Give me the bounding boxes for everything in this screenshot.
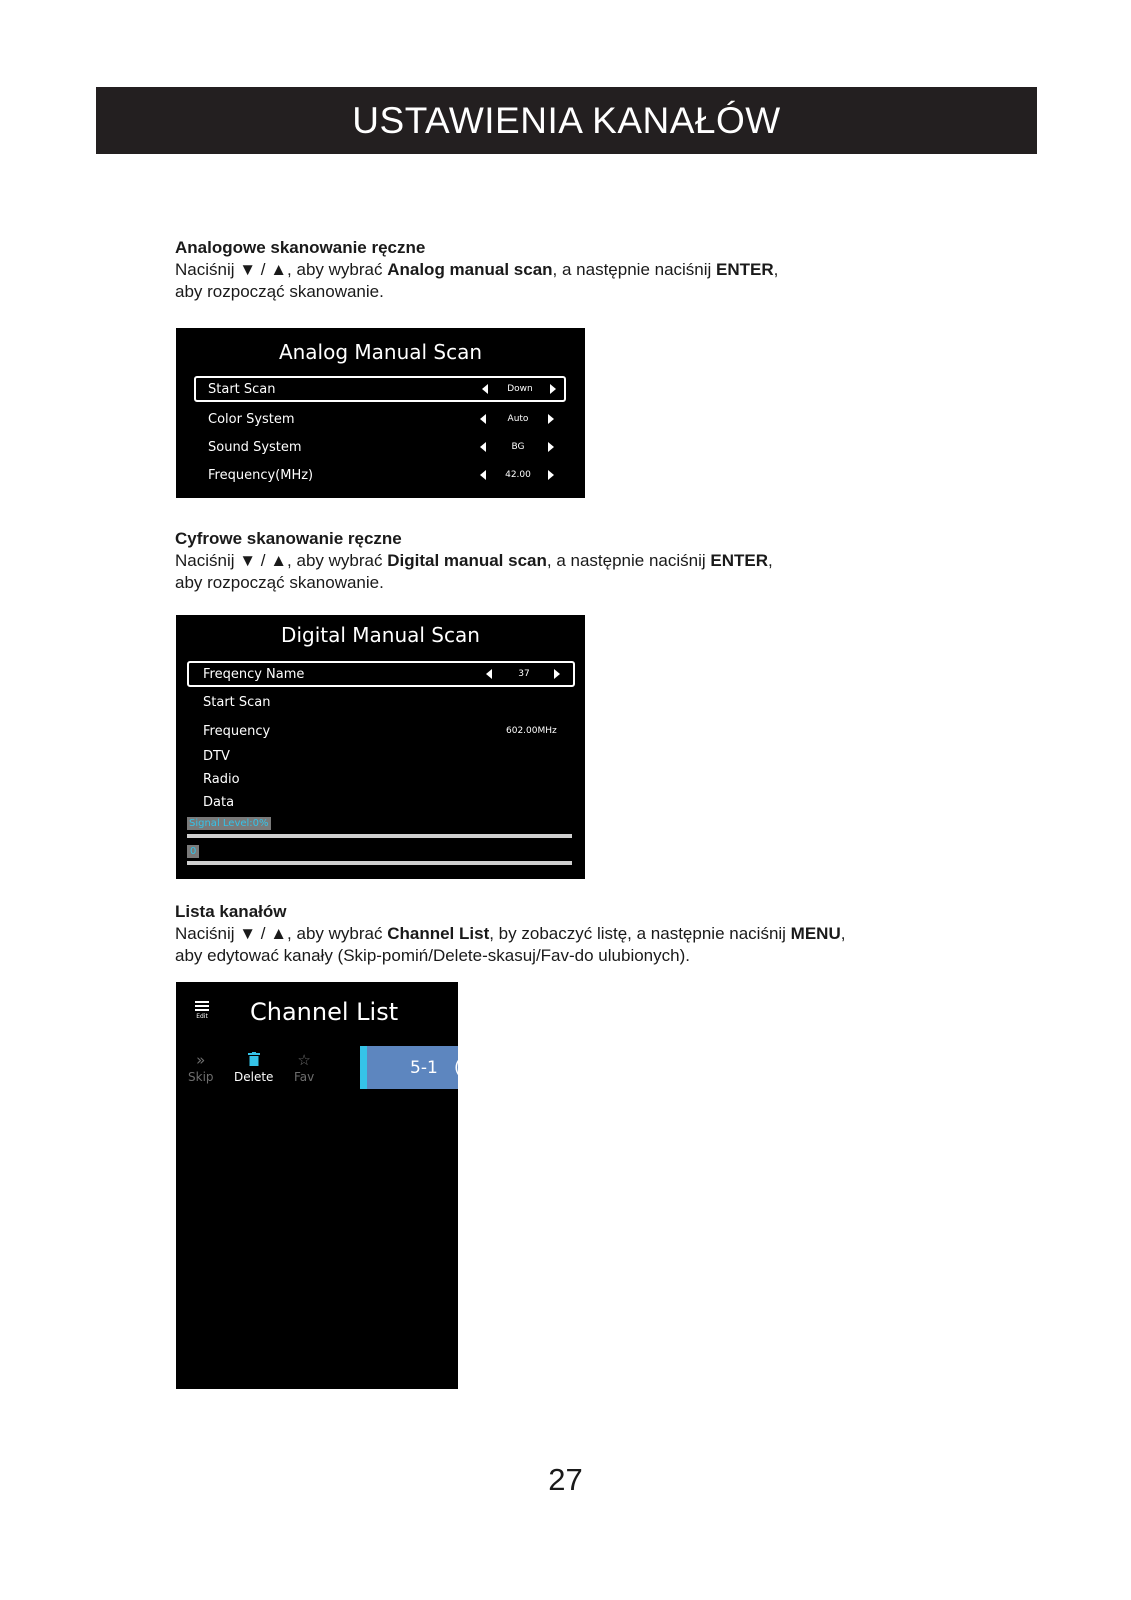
skip-button[interactable] [188, 1052, 214, 1084]
delete-label: Delete [234, 1070, 274, 1084]
text: , [768, 551, 773, 570]
channel-number: 5-1 [410, 1058, 438, 1078]
edit-label: Edit [196, 1013, 208, 1020]
menu-row-radio: Radio [203, 772, 240, 787]
arrow-left-icon[interactable] [482, 384, 488, 394]
menu-row-sound-system[interactable] [196, 434, 564, 460]
row-label: Frequency(MHz) [208, 467, 314, 483]
section-title: Cyfrowe skanowanie ręczne [175, 529, 402, 548]
arrow-left-icon[interactable] [480, 470, 486, 480]
page-title: USTAWIENIA KANAŁÓW [352, 99, 781, 141]
menu-row-frequency[interactable] [196, 462, 564, 488]
section-line-1 [175, 259, 778, 281]
menu-row-dtv: DTV [203, 749, 230, 764]
channel-list-screen [176, 982, 461, 1389]
list-icon [195, 1001, 209, 1011]
bold-text: ENTER [710, 551, 769, 570]
screen-title: Digital Manual Scan [281, 623, 480, 647]
delete-button[interactable] [234, 1052, 273, 1084]
section-line-2: aby edytować kanały (Skip-pomiń/Delete-skasuj/Fav-do ulubionych). [175, 946, 690, 965]
digital-manual-scan-screen [176, 615, 585, 879]
text: , [840, 924, 846, 943]
screen-title: Channel List [250, 998, 399, 1026]
scan-progress-bar [187, 861, 572, 865]
bold-text: ENTER [716, 260, 774, 279]
arrow-right-icon[interactable] [548, 414, 554, 424]
menu-row-start-scan[interactable] [194, 376, 566, 402]
row-value: 37 [518, 669, 530, 679]
arrow-left-icon[interactable] [486, 669, 492, 679]
trash-icon [234, 1052, 273, 1070]
bold-text: Analog manual scan [387, 260, 553, 279]
header-bar [96, 87, 1037, 154]
bold-text: MENU [790, 924, 841, 943]
section-line-1 [175, 550, 773, 572]
row-value: Auto [507, 414, 529, 424]
row-label: Start Scan [208, 381, 276, 397]
section-analog-scan [175, 237, 778, 303]
channel-name-fragment: ( [454, 1058, 461, 1078]
edit-button[interactable] [194, 1001, 210, 1020]
screen-title: Analog Manual Scan [278, 340, 483, 364]
section-title: Analogowe skanowanie ręczne [175, 238, 426, 257]
text: , a następnie naciśnij [552, 260, 717, 279]
bold-text: Digital manual scan [387, 551, 547, 570]
arrow-right-icon[interactable] [554, 669, 560, 679]
row-label: Freqency Name [203, 666, 305, 682]
arrow-left-icon[interactable] [480, 442, 486, 452]
channel-list-item[interactable] [360, 1046, 461, 1089]
frequency-value: 602.00MHz [506, 726, 557, 736]
section-line-2: aby rozpocząć skanowanie. [175, 573, 384, 592]
fav-label: Fav [294, 1070, 315, 1084]
text: Naciśnij ▼ / ▲, aby wybrać [175, 551, 388, 570]
text: , by zobaczyć listę, a następnie naciśnij [489, 924, 791, 943]
section-line-1 [175, 923, 845, 945]
signal-level-label: Signal Level:0% [189, 818, 269, 829]
arrow-right-icon[interactable] [548, 470, 554, 480]
row-label: Color System [208, 411, 295, 427]
arrow-right-icon[interactable] [550, 384, 556, 394]
skip-icon: » [196, 1051, 206, 1069]
menu-row-frequency: Frequency [203, 724, 271, 739]
section-digital-scan [175, 528, 773, 594]
row-value: BG [511, 442, 525, 452]
analog-manual-scan-screen [176, 328, 585, 498]
trash-icon-svg [248, 1052, 260, 1066]
text: Naciśnij ▼ / ▲, aby wybrać [175, 924, 388, 943]
bold-text: Channel List [387, 924, 490, 943]
text: Naciśnij ▼ / ▲, aby wybrać [175, 260, 388, 279]
row-label: Sound System [208, 439, 302, 455]
menu-row-start-scan[interactable]: Start Scan [203, 695, 271, 710]
menu-row-color-system[interactable] [196, 406, 564, 432]
selection-marker [360, 1046, 367, 1089]
text: , [773, 260, 779, 279]
star-icon: ☆ [297, 1051, 311, 1069]
section-line-2: aby rozpocząć skanowanie. [175, 282, 384, 301]
page-number: 27 [548, 1462, 583, 1497]
row-value: Down [507, 384, 533, 394]
menu-row-data: Data [203, 795, 235, 810]
fav-button[interactable] [294, 1052, 314, 1084]
section-title: Lista kanałów [175, 902, 287, 921]
skip-label: Skip [188, 1070, 214, 1084]
menu-row-frequency-name[interactable] [187, 661, 575, 687]
arrow-right-icon[interactable] [548, 442, 554, 452]
section-channel-list [175, 901, 845, 967]
arrow-left-icon[interactable] [480, 414, 486, 424]
text: , a następnie naciśnij [546, 551, 711, 570]
row-value: 42.00 [505, 470, 531, 480]
progress-value: 0 [187, 845, 199, 858]
signal-level-bar [187, 834, 572, 838]
